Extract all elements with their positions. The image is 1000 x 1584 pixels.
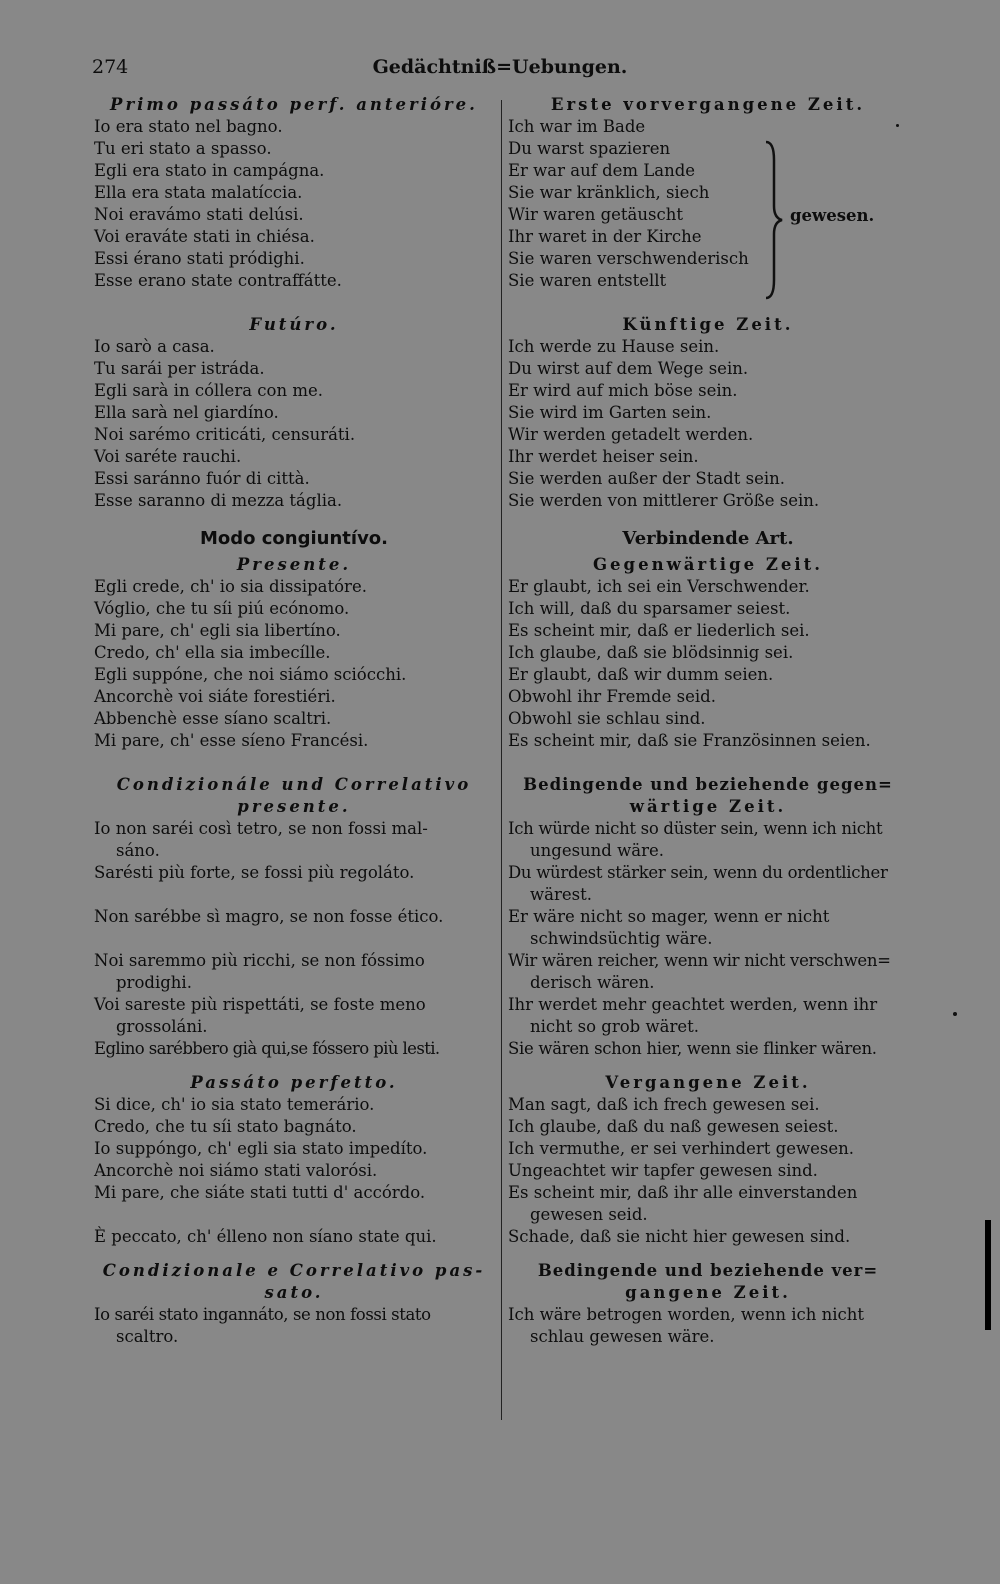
text-line: Noi eravámo stati delúsi. <box>94 205 304 224</box>
section-heading: Primo passáto perf. anterióre. <box>110 95 478 114</box>
text-line: Ancorchè noi siámo stati valorósi. <box>94 1161 378 1180</box>
text-line: Ella era stata malatíccia. <box>94 183 303 202</box>
text-line: ungesund wäre. <box>530 841 664 860</box>
text-line: Tu eri stato a spasso. <box>94 139 272 158</box>
section-heading: Passáto perfetto. <box>190 1073 398 1092</box>
text-line: Er war auf dem Lande <box>508 161 696 180</box>
text-line: Ich würde nicht so düster sein, wenn ich nicht <box>508 819 883 838</box>
section-heading: Condizionale e Correlativo pas- <box>102 1261 486 1280</box>
text-line: Io sarò a casa. <box>94 337 215 356</box>
text-line: Obwohl ihr Fremde seid. <box>508 687 716 706</box>
text-line: scaltro. <box>116 1327 179 1346</box>
text-line: Tu sarái per istráda. <box>94 359 265 378</box>
text-line: Ancorchè voi siáte forestiéri. <box>94 687 336 706</box>
text-line: Credo, che tu síi stato bagnáto. <box>94 1117 357 1136</box>
section-heading-cont: gangene Zeit. <box>625 1283 791 1302</box>
italian-column <box>94 94 494 1348</box>
text-line: Credo, ch' ella sia imbecílle. <box>94 643 331 662</box>
text-line: Io saréi stato ingannáto, se non fossi stato <box>94 1305 431 1324</box>
german-column <box>508 94 908 1348</box>
curly-brace <box>764 140 784 300</box>
text-line: Esse saranno di mezza táglia. <box>94 491 343 510</box>
text-line: Sie war kränklich, siech <box>508 183 710 202</box>
text-line <box>94 1204 494 1226</box>
text-line: Ich glaube, daß du naß gewesen seiest. <box>508 1117 839 1136</box>
text-line: sáno. <box>116 841 160 860</box>
text-line: Io non saréi così tetro, se non fossi mal- <box>94 819 428 838</box>
text-line: wärest. <box>530 885 592 904</box>
text-line: Noi saremmo più ricchi, se non fóssimo <box>94 951 425 970</box>
text-line: Voi sareste più rispettáti, se foste meno <box>94 995 426 1014</box>
text-line: È peccato, ch' élleno non síano state qui. <box>94 1227 437 1246</box>
brace-word: gewesen. <box>790 206 875 225</box>
text-line: Du wirst auf dem Wege sein. <box>508 359 749 378</box>
text-line: Wir wären reicher, wenn wir nicht verschwen= <box>508 951 891 970</box>
text-line: Ihr werdet mehr geachtet werden, wenn ihr <box>508 995 878 1014</box>
text-line: Ihr waret in der Kirche <box>508 227 702 246</box>
mood-heading: Modo congiuntívo. <box>199 528 389 549</box>
section-heading: Bedingende und beziehende ver= <box>537 1261 879 1280</box>
text-line: Non sarébbe sì magro, se non fosse ético. <box>94 907 444 926</box>
text-line: Voi eraváte stati in chiésa. <box>94 227 315 246</box>
text-line: Io suppóngo, ch' egli sia stato impedíto. <box>94 1139 428 1158</box>
text-line: Schade, daß sie nicht hier gewesen sind. <box>508 1227 851 1246</box>
text-line: Ungeachtet wir tapfer gewesen sind. <box>508 1161 818 1180</box>
text-line: Mi pare, che siáte stati tutti d' accórdo. <box>94 1183 426 1202</box>
text-line: Man sagt, daß ich frech gewesen sei. <box>508 1095 820 1114</box>
section-heading: Gegenwärtige Zeit. <box>592 555 824 574</box>
text-line: schlau gewesen wäre. <box>530 1327 715 1346</box>
running-title: Gedächtniß=Uebungen. <box>372 56 628 78</box>
text-line: Sie wären schon hier, wenn sie flinker wären. <box>508 1039 877 1058</box>
text-line: Egli sarà in cóllera con me. <box>94 381 323 400</box>
text-line: Sie waren verschwenderisch <box>508 249 749 268</box>
section-heading: Futúro. <box>249 315 339 334</box>
text-line: Sie waren entstellt <box>508 271 667 290</box>
text-line: Wir werden getadelt werden. <box>508 425 754 444</box>
scan-speck <box>953 1012 957 1016</box>
text-line: Wir waren getäuscht <box>508 205 683 224</box>
text-line: Es scheint mir, daß er liederlich sei. <box>508 621 810 640</box>
section-heading: Vergangene Zeit. <box>605 1073 811 1092</box>
text-line: Vóglio, che tu síi piú ecónomo. <box>94 599 350 618</box>
text-line: Obwohl sie schlau sind. <box>508 709 706 728</box>
text-line <box>94 884 494 906</box>
text-line: Egli crede, ch' io sia dissipatóre. <box>94 577 367 596</box>
section-heading: Presente. <box>236 555 352 574</box>
section-heading-cont: wärtige Zeit. <box>629 797 787 816</box>
text-line: Egli suppóne, che noi siámo sciócchi. <box>94 665 407 684</box>
text-line: derisch wären. <box>530 973 655 992</box>
text-line: Du warst spazieren <box>508 139 671 158</box>
text-line: Essi saránno fuór di città. <box>94 469 310 488</box>
text-line: Esse erano state contraffátte. <box>94 271 342 290</box>
text-line: Sarésti più forte, se fossi più regoláto. <box>94 863 415 882</box>
text-line: Abbenchè esse síano scaltri. <box>94 709 332 728</box>
text-line: Egli era stato in campágna. <box>94 161 325 180</box>
text-line: gewesen seid. <box>530 1205 648 1224</box>
section-heading: Bedingende und beziehende gegen= <box>523 775 893 794</box>
section-heading: Künftige Zeit. <box>622 315 794 334</box>
text-line: Er glaubt, ich sei ein Verschwender. <box>508 577 810 596</box>
text-line: Er glaubt, daß wir dumm seien. <box>508 665 774 684</box>
text-line: Si dice, ch' io sia stato temerário. <box>94 1095 375 1114</box>
text-line: Er wird auf mich böse sein. <box>508 381 738 400</box>
text-line: Sie werden von mittlerer Größe sein. <box>508 491 820 510</box>
text-line: Voi saréte rauchi. <box>94 447 242 466</box>
text-line: nicht so grob wäret. <box>530 1017 699 1036</box>
text-line: Ich war im Bade <box>508 117 646 136</box>
section-heading: Condizionále und Correlativo <box>116 775 472 794</box>
text-line: Du würdest stärker sein, wenn du ordentlicher <box>508 863 888 882</box>
scan-speck <box>896 124 899 127</box>
text-line: Mi pare, ch' esse síeno Francési. <box>94 731 369 750</box>
text-line: Ich will, daß du sparsamer seiest. <box>508 599 791 618</box>
text-line: Er wäre nicht so mager, wenn er nicht <box>508 907 830 926</box>
section-heading-cont: presente. <box>237 797 351 816</box>
text-line: prodighi. <box>116 973 192 992</box>
text-line: schwindsüchtig wäre. <box>530 929 713 948</box>
text-line: Essi érano stati pródighi. <box>94 249 305 268</box>
text-line: Mi pare, ch' egli sia libertíno. <box>94 621 341 640</box>
text-line: Sie wird im Garten sein. <box>508 403 712 422</box>
text-line: Es scheint mir, daß sie Französinnen seien. <box>508 731 871 750</box>
text-line: Noi sarémo criticáti, censuráti. <box>94 425 356 444</box>
page-header <box>0 56 1000 88</box>
scan-edge-mark <box>985 1220 991 1330</box>
text-line: Io era stato nel bagno. <box>94 117 283 136</box>
text-line <box>94 928 494 950</box>
text-line: Ich werde zu Hause sein. <box>508 337 720 356</box>
text-line: Es scheint mir, daß ihr alle einverstanden <box>508 1183 858 1202</box>
page-number: 274 <box>92 56 129 78</box>
text-line: Sie werden außer der Stadt sein. <box>508 469 785 488</box>
text-line: Ihr werdet heiser sein. <box>508 447 699 466</box>
text-line: Ella sarà nel giardíno. <box>94 403 279 422</box>
mood-heading: Verbindende Art. <box>622 528 794 549</box>
text-line: Ich vermuthe, er sei verhindert gewesen. <box>508 1139 854 1158</box>
text-line: grossoláni. <box>116 1017 208 1036</box>
text-line: Eglino sarébbero già qui,se fóssero più lesti. <box>94 1039 440 1058</box>
text-line: Ich wäre betrogen worden, wenn ich nicht <box>508 1305 865 1324</box>
text-line: Ich glaube, daß sie blödsinnig sei. <box>508 643 794 662</box>
section-heading: Erste vorvergangene Zeit. <box>550 95 866 114</box>
section-heading-cont: sato. <box>264 1283 324 1302</box>
column-divider <box>501 100 502 1420</box>
